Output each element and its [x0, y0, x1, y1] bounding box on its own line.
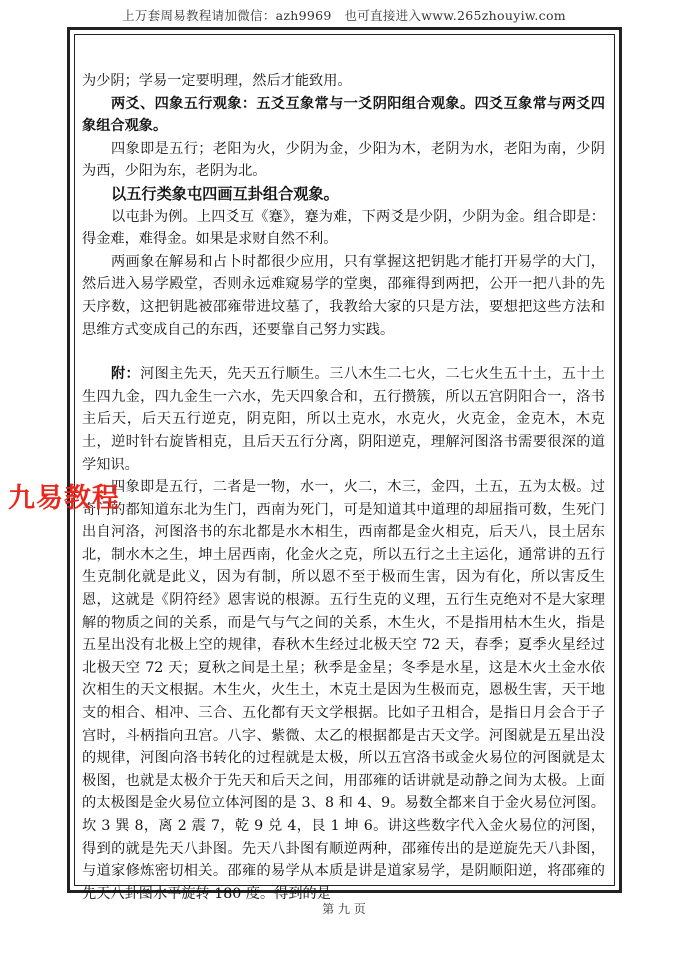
page-number: 第 九 页: [322, 902, 366, 916]
page-body: [82, 70, 605, 905]
paragraph: 两画象在解易和占卜时都很少应用，只有掌握这把钥匙才能打开易学的大门，然后进入易学殿堂，否则永远难窥易学的堂奥，邵雍得到两把，公开一把八卦的先天序数，这把钥匙被邵雍带进坟墓了，我教给大家的只是方法，要想把这些方法和思维方式变成自己的东西，还要靠自己努力实践。: [82, 253, 605, 338]
watermark-logo: 九易教程: [8, 483, 120, 514]
paragraph: 四象即是五行，二者是一物，水一，火二，木三，金四，土五，五为太极。过奇门的都知道东北为生门，西南为死门，可是知道其中道理的却屈指可数，生死门出自河洛，河图洛书的东北都是水木相生，西南都是金火相克，后天八，艮土居东北，制水木之生，坤土居西南，化金火之克，所以五行之土主运化，通常讲的五行生克制化就是此义，因为有制，所以恩不至于极而生害，因为有化，所以害反生恩，这就是《阴符经》恩害说的根源。五行生克的义理，五行生克绝对不是大家理解的物质之间的关系，而是气与气之间的关系，木生火，不是指用枯木生火，指是五星出没有北极上空的规律，春秋木生经过北极天空 72 天，春季；夏季火星经过北极天空 72 天；夏秋之间是土星；秋季是金星；冬季是水星，这是木火土金水依次相生的天文根据。木生火，火生土，木克土是因为生极而克，恩极生害，天干地支的相合、相冲、三合、五化都有天文学根据。比如子丑相合，是指日月会合于子宫时，斗柄指向丑宫。八字、紫微、太乙的根据都是古天文学。河图就是五星出没的规律，河图向洛书转化的过程就是太极，所以五宫洛书或金火易位的河图就是太极图，也就是太极介于先天和后天之间，用邵雍的话讲就是动静之间为太极。上面的太极图是金火易位立体河图的是 3、8 和 4、9。易数全都来自于金火易位河图。坎 3 巽 8，离 2 震 7，乾 9 兑 4，艮 1 坤 6。讲这些数字代入金火易位的河图，得到的就是先天八卦图。先天八卦图有顺逆两种，邵雍传出的是逆旋先天八卦图，与道家修炼密切相关。邵雍的易学从本质是讲是道家易学，是阴顺阳逆，将邵雍的先天八卦图水平旋转 180 度。得到的是: [82, 479, 605, 902]
paragraph: 为少阴；学易一定要明理，然后才能致用。: [82, 73, 352, 89]
section-heading: 两爻、四象五行观象：五爻互象常与一爻阴阳组合观象。四爻互象常与两爻四象组合观象。: [82, 95, 605, 135]
paragraph: 以屯卦为例。上四爻互《蹇》，蹇为难，下两爻是少阴，少阴为金。组合即是：得金难，难得金。如果是求财自然不利。: [82, 208, 605, 248]
page-header: 上万套周易教程请加微信：azh9969 也可直接进入www.265zhouyiw.com: [122, 8, 566, 23]
appendix-paragraph: [82, 363, 605, 476]
section-heading: 以五行类象屯四画互卦组合观象。: [111, 184, 339, 203]
appendix-text: 河图主先天，先天五行顺生。三八木生二七火，二七火生五十土，五十土生四九金，四九金生一六水，先天四象合和，五行攒簇，所以五宫阴阳合一，洛书主后天，后天五行逆克，阴克阳，所以土克水，水克火，火克金，金克木，木克土，逆时针右旋皆相克，且后天五行分离，阴阳逆克，理解河图洛书需要很深的道学知识。: [82, 366, 605, 473]
paragraph: 四象即是五行；老阳为火，少阴为金，少阳为木，老阴为水，老阳为南，少阴为西，少阳为东，老阴为北。: [82, 140, 605, 180]
appendix-label: 附：: [111, 366, 141, 383]
